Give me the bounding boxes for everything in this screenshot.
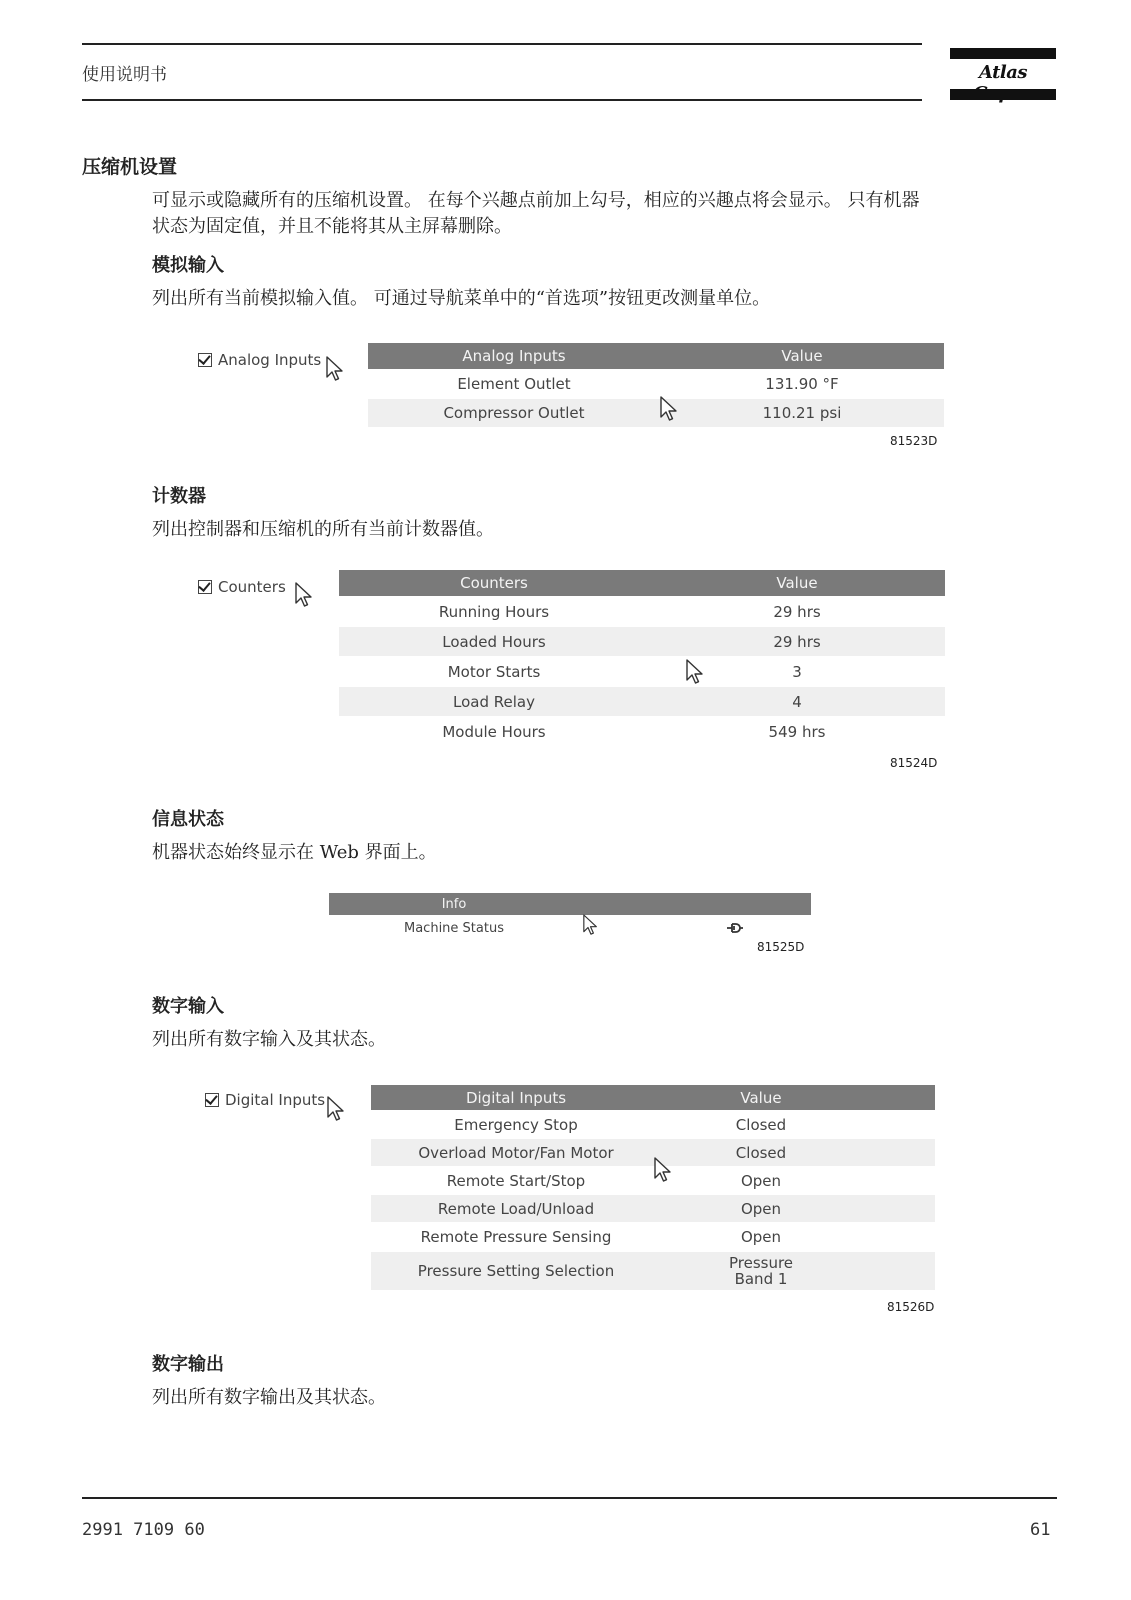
row-value: 131.90 °F <box>765 375 839 393</box>
mouse-pointer-icon <box>295 582 313 608</box>
section-intro-line2: 状态为固定值，并且不能将其从主屏幕删除。 <box>152 216 512 237</box>
column-header-value: Value <box>781 347 823 365</box>
info-heading: 信息状态 <box>152 809 224 830</box>
machine-status-label: Machine Status <box>404 920 504 936</box>
header-bottom-rule <box>82 99 922 101</box>
checkbox-checked-icon <box>198 353 212 367</box>
footer-rule <box>82 1497 1057 1499</box>
checkbox-checked-icon <box>205 1093 219 1107</box>
column-header-value: Value <box>740 1088 782 1107</box>
row-value: Open <box>740 1199 782 1218</box>
table-row <box>339 656 945 687</box>
analog-inputs-table <box>368 343 944 427</box>
row-value: 4 <box>792 692 802 711</box>
analog-inputs-checkbox-label: Analog Inputs <box>218 351 322 369</box>
counters-table <box>339 570 945 748</box>
document-code: 2991 7109 60 <box>82 1520 205 1540</box>
row-name: Pressure Setting Selection <box>417 1262 615 1280</box>
figure-number: 81524D <box>890 756 938 770</box>
row-name: Remote Start/Stop <box>446 1171 586 1190</box>
counters-heading: 计数器 <box>152 486 206 507</box>
row-value <box>661 1255 861 1287</box>
section-intro-line1: 可显示或隐藏所有的压缩机设置。 在每个兴趣点前加上勾号，相应的兴趣点将会显示。 只有机器 <box>152 190 920 211</box>
row-value: 3 <box>792 662 802 681</box>
table-header <box>339 570 945 596</box>
digital-outputs-text: 列出所有数字输出及其状态。 <box>152 1387 386 1408</box>
table-row <box>371 1139 935 1166</box>
analog-heading: 模拟输入 <box>152 255 224 276</box>
atlas-copco-logo <box>950 48 1056 100</box>
digital-inputs-text: 列出所有数字输入及其状态。 <box>152 1029 386 1050</box>
table-row <box>368 369 944 399</box>
row-name: Load Relay <box>453 692 535 711</box>
table-header <box>371 1085 935 1110</box>
row-name: Running Hours <box>438 602 550 621</box>
column-header-name: Digital Inputs <box>465 1088 567 1107</box>
table-row <box>368 399 944 427</box>
column-header-value: Value <box>776 574 818 592</box>
digital-inputs-table <box>371 1085 935 1290</box>
row-name: Emergency Stop <box>454 1115 578 1134</box>
info-table <box>329 893 811 941</box>
table-row <box>371 1195 935 1222</box>
counters-text: 列出控制器和压缩机的所有当前计数器值。 <box>152 519 494 540</box>
info-text: 机器状态始终显示在 Web 界面上。 <box>152 842 437 863</box>
plug-icon <box>726 921 744 935</box>
mouse-pointer-icon <box>327 1096 345 1122</box>
row-value-line: Band 1 <box>734 1270 788 1288</box>
page-number: 61 <box>1030 1520 1051 1540</box>
row-value: 29 hrs <box>773 602 821 621</box>
row-value: 29 hrs <box>773 632 821 651</box>
table-row <box>329 915 811 941</box>
table-row <box>339 716 945 748</box>
checkbox-checked-icon <box>198 580 212 594</box>
column-header-name: Counters <box>460 574 528 592</box>
digital-inputs-checkbox[interactable] <box>205 1091 325 1109</box>
mouse-pointer-icon <box>654 1157 672 1183</box>
row-name: Remote Load/Unload <box>437 1199 595 1218</box>
row-value: Open <box>740 1171 782 1190</box>
document-type: 使用说明书 <box>82 65 167 85</box>
mouse-pointer-icon <box>326 356 344 382</box>
analog-inputs-checkbox[interactable] <box>198 351 321 369</box>
table-row <box>371 1110 935 1139</box>
digital-outputs-heading: 数字输出 <box>152 1354 224 1375</box>
row-value-line: Pressure <box>728 1254 794 1272</box>
column-header-name: Analog Inputs <box>462 347 566 365</box>
row-name: Module Hours <box>442 723 546 741</box>
mouse-pointer-icon <box>660 396 678 422</box>
table-row <box>371 1166 935 1195</box>
row-name: Loaded Hours <box>442 632 546 651</box>
table-header <box>368 343 944 369</box>
row-name: Compressor Outlet <box>443 404 585 422</box>
counters-checkbox[interactable] <box>198 578 286 596</box>
table-row <box>371 1222 935 1252</box>
figure-number: 81523D <box>890 434 938 448</box>
counters-checkbox-label: Counters <box>218 578 286 596</box>
table-row <box>339 687 945 716</box>
row-value: Closed <box>735 1115 787 1134</box>
logo-text: Atlas <box>978 62 1028 83</box>
row-value: 549 hrs <box>768 723 826 741</box>
table-row <box>339 627 945 656</box>
mouse-pointer-icon <box>686 659 704 685</box>
row-value: Closed <box>735 1143 787 1162</box>
row-value: 110.21 psi <box>762 404 842 422</box>
digital-inputs-checkbox-label: Digital Inputs <box>225 1091 326 1109</box>
row-name: Remote Pressure Sensing <box>420 1228 612 1246</box>
figure-number: 81525D <box>757 940 805 954</box>
figure-number: 81526D <box>887 1300 935 1314</box>
table-header <box>329 893 811 915</box>
info-header-label: Info <box>441 896 467 912</box>
header-top-rule <box>82 43 922 45</box>
mouse-pointer-icon <box>583 914 598 936</box>
table-row <box>339 596 945 627</box>
row-name: Element Outlet <box>457 375 571 393</box>
section-title: 压缩机设置 <box>82 156 178 178</box>
row-value: Open <box>740 1228 782 1246</box>
table-row <box>371 1252 935 1290</box>
digital-inputs-heading: 数字输入 <box>152 996 224 1017</box>
row-name: Motor Starts <box>447 662 541 681</box>
row-name: Overload Motor/Fan Motor <box>418 1143 614 1162</box>
analog-text: 列出所有当前模拟输入值。 可通过导航菜单中的“首选项”按钮更改测量单位。 <box>152 288 771 309</box>
